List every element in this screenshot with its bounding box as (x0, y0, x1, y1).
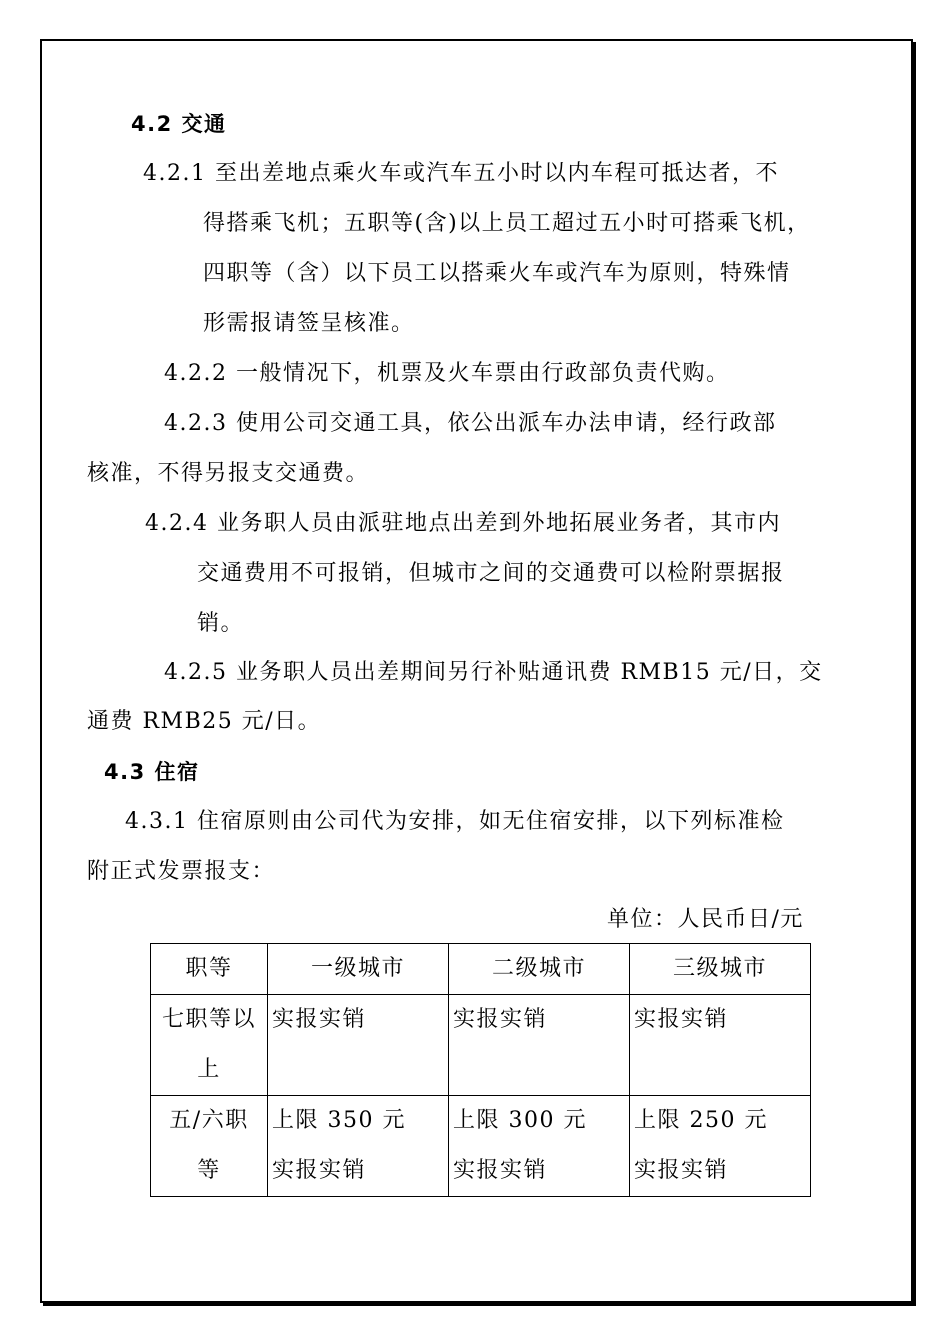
paragraph-4-2-4-line-3: 销。 (197, 611, 245, 636)
paragraph-4-2-1-line-2: 得搭乘飞机；五职等(含)以上员工超过五小时可搭乘飞机， (203, 211, 811, 236)
rate-cell-tier-3: 实报实销 (630, 995, 811, 1096)
header-cell-grade: 职等 (151, 944, 268, 995)
header-cell-tier-2: 二级城市 (449, 944, 630, 995)
rate-cell-tier-1: 上限 350 元 实报实销 (268, 1096, 449, 1197)
rate-cell-tier-1: 实报实销 (268, 995, 449, 1096)
paragraph-4-2-4-line-2: 交通费用不可报销，但城市之间的交通费可以检附票据报 (197, 561, 785, 586)
paragraph-4-2-4-line-1: 4.2.4 业务职人员由派驻地点出差到外地拓展业务者，其市内 (145, 511, 781, 536)
rate-cell-tier-3: 上限 250 元 实报实销 (630, 1096, 811, 1197)
table-row (151, 995, 811, 1096)
accommodation-rate-table (150, 943, 811, 1197)
rate-cell-tier-2: 实报实销 (449, 995, 630, 1096)
paragraph-4-2-5-line-1: 4.2.5 业务职人员出差期间另行补贴通讯费 RMB15 元/日，交 (164, 660, 823, 685)
header-cell-tier-1: 一级城市 (268, 944, 449, 995)
header-cell-tier-3: 三级城市 (630, 944, 811, 995)
rate-cell-tier-2: 上限 300 元 实报实销 (449, 1096, 630, 1197)
table-row (151, 1096, 811, 1197)
table-header-row (151, 944, 811, 995)
grade-cell: 五/六职 等 (151, 1096, 268, 1197)
paragraph-4-2-1-line-1: 4.2.1 至出差地点乘火车或汽车五小时以内车程可抵达者，不 (143, 161, 779, 186)
table-unit-note: 单位：人民币日/元 (607, 907, 804, 932)
paragraph-4-3-1-line-1: 4.3.1 住宿原则由公司代为安排，如无住宿安排，以下列标准检 (125, 809, 785, 834)
paragraph-4-2-3-line-1: 4.2.3 使用公司交通工具，依公出派车办法申请，经行政部 (164, 411, 777, 436)
section-heading-accommodation: 4.3 住宿 (104, 760, 200, 784)
paragraph-4-2-2: 4.2.2 一般情况下，机票及火车票由行政部负责代购。 (164, 361, 730, 386)
grade-cell: 七职等以 上 (151, 995, 268, 1096)
paragraph-4-2-5-line-2: 通费 RMB25 元/日。 (87, 709, 322, 734)
section-heading-transport: 4.2 交通 (131, 112, 227, 136)
paragraph-4-2-1-line-4: 形需报请签呈核准。 (203, 311, 415, 336)
paragraph-4-2-3-line-2: 核准，不得另报支交通费。 (87, 461, 370, 486)
paragraph-4-3-1-line-2: 附正式发票报支： (87, 859, 276, 884)
paragraph-4-2-1-line-3: 四职等（含）以下员工以搭乘火车或汽车为原则，特殊情 (203, 261, 791, 286)
